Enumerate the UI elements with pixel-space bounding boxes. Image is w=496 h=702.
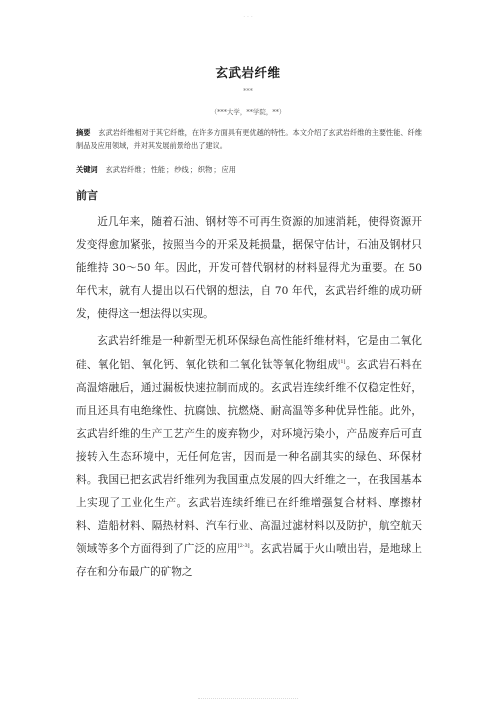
keyword-item: 应用 [221,165,236,174]
keyword-item: 织物 [197,165,213,174]
abstract-label: 摘要 [76,128,91,137]
citation-ref: [1] [338,358,346,365]
paper-title: 玄武岩纤维 [215,65,281,80]
paper-affiliation: （***大学，**学院，**） [210,108,286,116]
paper-author: *** [243,87,253,95]
body-paragraph-2-part-c: 。玄武岩属于火山喷出岩，是地球上存在和分布最广的矿物之 [76,543,423,579]
body-paragraph-2 [76,330,422,584]
keyword-item: 纱线 [174,165,189,174]
section-heading: 前言 [76,189,98,202]
keyword-separator: ； [142,165,150,174]
citation-ref: [2-3] [237,543,250,550]
body-text [76,211,422,589]
keywords-label: 关键词 [76,165,98,174]
page-bottom-rule [198,698,298,699]
body-paragraph-2-part-b: 。玄武岩石料在高温熔融后，通过漏板快速拉制而成的。玄武岩连续纤维不仅稳定性好，而且还具有电绝缘性、抗腐蚀、抗燃烧、耐高温等多种优异性能。此外，玄武岩纤维的生产工艺产生的废弃物少，对环境污染小，产品废弃后可直接转入生态环境中，无任何危害，因而是一种名副其实的绿色、环保材料。我国已把玄武岩纤维列为我国重点发展的四大纤维之一，在我国基本上实现了工业化生产。玄武岩连续纤维已在纤维增强复合材料、摩擦材料、造船材料、隔热材料、汽车行业、高温过滤材料以及防护，航空航天领域等多个方面得到了广泛的应用 [76,358,423,556]
abstract-text: 玄武岩纤维相对于其它纤维，在许多方面具有更优越的特性。本文介绍了玄武岩纤维的主要性能、纤维制品及应用领域，并对其发展前景给出了建议。 [76,128,422,150]
page-top-mark: · · · [243,14,253,21]
keyword-separator: ； [166,165,174,174]
keyword-separator: ； [213,165,221,174]
keyword-separator: ； [189,165,197,174]
keyword-item: 性能 [150,165,166,174]
body-paragraph-2-part-a: 玄武岩纤维是一种新型无机环保绿色高性能纤维材料，它是由二氧化硅、氧化铝、氧化钙、氧化铁和二氧化钛等氧化物组成 [76,335,422,371]
abstract-block [76,127,422,152]
body-paragraph-1: 近几年来，随着石油、钢材等不可再生资源的加速消耗，使得资源开发变得愈加紧张，按照当今的开采及耗损量，据保守估计，石油及钢材只能维持 30～50 年。因此，开发可替代钢材的材料显得尤为重要。在 50 年代末，就有人提出以石代钢的想法，自 70 年代，玄武岩纤维的成功研发，使得这一想法得以实现。 [76,216,422,321]
keyword-item: 玄武岩纤维 [105,165,142,174]
keywords-block [76,165,422,175]
